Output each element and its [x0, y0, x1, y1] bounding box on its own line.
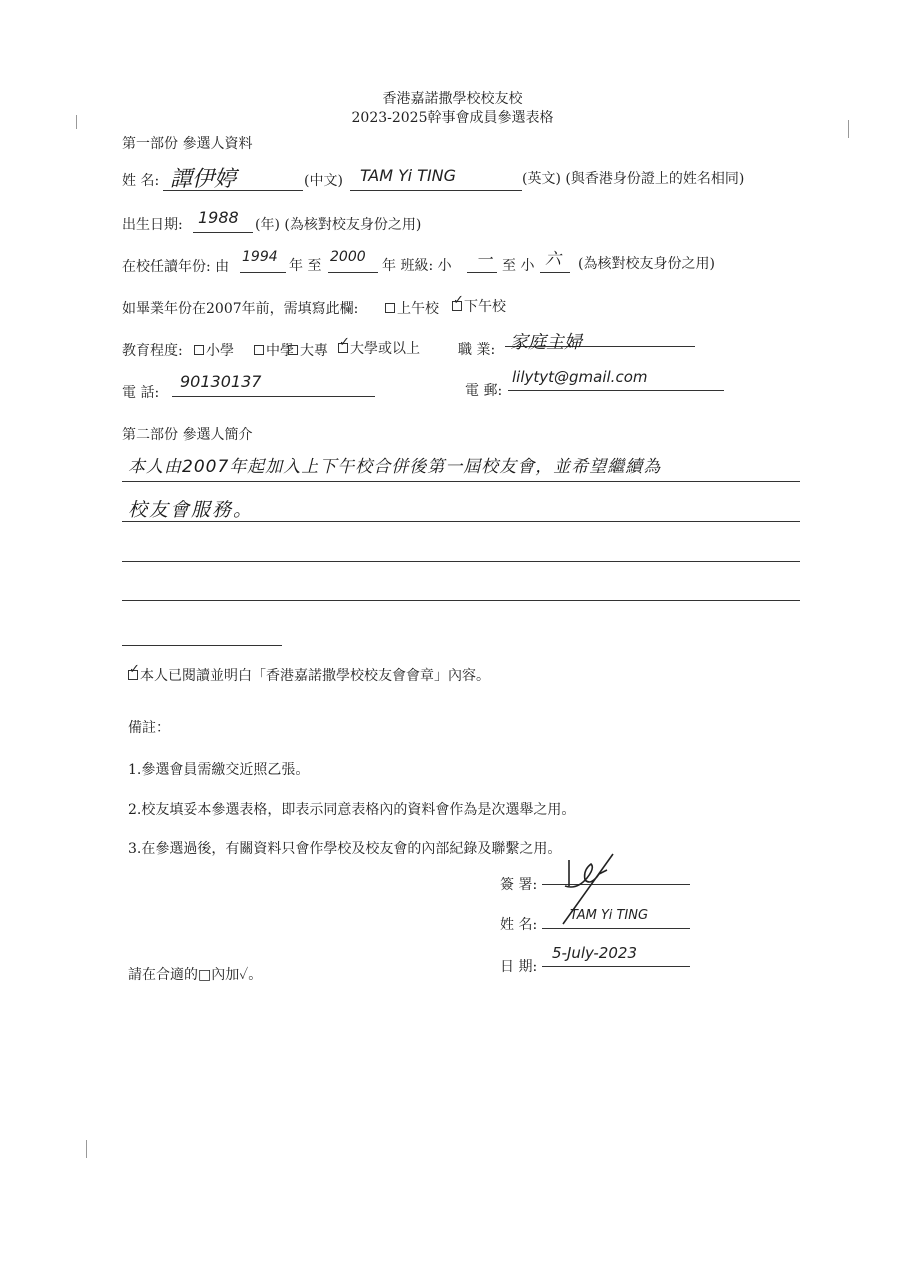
name-english-line: [350, 190, 522, 191]
part2-heading: 第二部份 參選人簡介: [122, 427, 253, 443]
email-value[interactable]: lilytyt@gmail.com: [512, 368, 648, 386]
class-to-line: [540, 272, 570, 273]
intro-rule-2: [122, 521, 800, 522]
note-item-1: 1.參選會員需繳交近照乙張。: [128, 762, 310, 778]
edu-option-tertiary[interactable]: [286, 340, 328, 360]
signer-name-label: 姓 名:: [500, 917, 538, 933]
note-item-3: 3.在參選過後，有關資料只會作學校及校友會的內部紀錄及聯繫之用。: [128, 841, 562, 857]
grad-label: 如畢業年份在2007年前，需填寫此欄:: [122, 301, 359, 317]
edu-secondary-checkbox[interactable]: [254, 345, 264, 355]
intro-rule-1: [122, 481, 800, 482]
study-mid1: 年 至: [289, 258, 322, 274]
dob-value[interactable]: 1988: [198, 208, 239, 227]
class-to-value[interactable]: 六: [545, 249, 562, 268]
declaration[interactable]: [126, 665, 490, 685]
signer-name-value[interactable]: TAM Yi TING: [570, 908, 649, 923]
edu-primary-label: 小學: [206, 343, 234, 359]
grad-am-label: 上午校: [397, 301, 439, 317]
edu-option-primary[interactable]: [192, 340, 234, 360]
class-from-value[interactable]: 一: [476, 250, 493, 269]
name-label: 姓 名:: [122, 173, 160, 189]
english-label: (英文) (與香港身份證上的姓名相同): [522, 171, 745, 187]
notes-heading: 備註：: [128, 720, 170, 736]
date-value[interactable]: 5-July-2023: [552, 944, 637, 962]
declaration-checkbox-checked[interactable]: [128, 670, 138, 680]
intro-rule-4: [122, 600, 800, 601]
edu-option-university[interactable]: [336, 338, 420, 358]
study-mid2: 年 班級: 小: [382, 258, 452, 274]
dob-suffix: (年) (為核對校友身份之用): [255, 217, 422, 233]
date-line: [542, 966, 690, 967]
dob-label: 出生日期:: [122, 217, 183, 233]
intro-rule-5: [122, 645, 282, 646]
name-english-value[interactable]: TAM Yi TING: [360, 166, 457, 185]
phone-line: [172, 396, 375, 397]
study-prefix: 在校任讀年份: 由: [122, 259, 230, 275]
edu-secondary-label: 中學: [266, 343, 294, 359]
study-to-value[interactable]: 2000: [330, 249, 366, 265]
edu-primary-checkbox[interactable]: [194, 345, 204, 355]
study-from-line: [240, 272, 286, 273]
phone-label: 電 話:: [122, 385, 160, 401]
edu-tertiary-label: 大專: [300, 343, 328, 359]
job-label: 職 業:: [458, 342, 496, 358]
class-mid: 至 小: [502, 258, 535, 274]
study-from-value[interactable]: 1994: [242, 249, 278, 265]
email-line: [508, 390, 724, 391]
dob-line: [193, 232, 253, 233]
class-suffix: (為核對校友身份之用): [578, 256, 715, 272]
edu-university-checkbox-checked[interactable]: [338, 343, 348, 353]
class-from-line: [467, 272, 497, 273]
edu-tertiary-checkbox[interactable]: [288, 345, 298, 355]
scan-mark: [86, 1140, 87, 1158]
sign-label: 簽 署:: [500, 877, 538, 893]
edu-label: 教育程度:: [122, 343, 183, 359]
signer-name-line: [542, 928, 690, 929]
part1-heading: 第一部份 參選人資料: [122, 136, 253, 152]
form-subtitle: 2023-2025幹事會成員參選表格: [351, 110, 554, 126]
intro-line-2[interactable]: 校友會服務。: [128, 499, 255, 521]
email-label: 電 郵:: [465, 383, 503, 399]
intro-line-1[interactable]: 本人由2007年起加入上下午校合併後第一屆校友會，並希望繼續為: [128, 457, 662, 477]
job-value[interactable]: 家庭主婦: [510, 332, 582, 353]
grad-pm-option[interactable]: [450, 296, 506, 316]
date-label: 日 期:: [500, 959, 538, 975]
form-title: 香港嘉諾撒學校校友校: [382, 91, 523, 107]
name-chinese-value[interactable]: 譚伊婷: [170, 167, 237, 192]
intro-rule-3: [122, 561, 800, 562]
grad-am-option[interactable]: [383, 298, 439, 318]
chinese-label: (中文): [304, 173, 343, 189]
grad-pm-checkbox-checked[interactable]: [452, 301, 462, 311]
grad-pm-label: 下午校: [464, 299, 506, 315]
declaration-text: 本人已閱讀並明白「香港嘉諾撒學校校友會會章」內容。: [140, 668, 490, 684]
note-item-2: 2.校友填妥本參選表格，即表示同意表格內的資料會作為是次選舉之用。: [128, 802, 576, 818]
study-to-line: [328, 272, 378, 273]
grad-am-checkbox[interactable]: [385, 303, 395, 313]
edu-university-label: 大學或以上: [350, 341, 420, 357]
phone-value[interactable]: 90130137: [180, 372, 262, 391]
tick-instruction: 請在合適的□內加✓。: [128, 967, 263, 983]
